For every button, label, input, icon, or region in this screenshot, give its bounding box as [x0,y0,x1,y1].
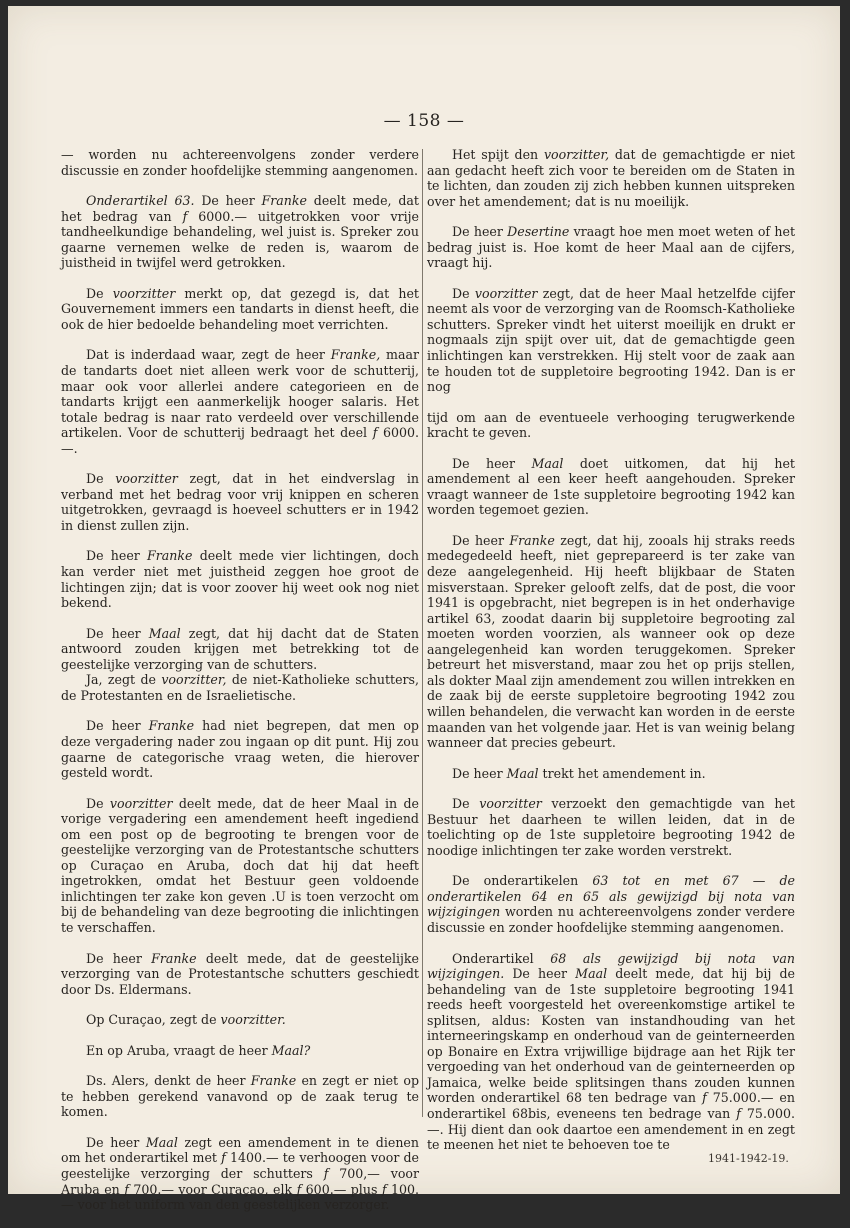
text-segment: deelt mede, dat de geestelijke verzorging van de Protestantsche schutters geschiedt door Ds. Eldermans. [61,950,420,997]
text-segment: De heer [86,718,149,734]
italic-text: Maal [531,455,564,471]
text-segment: Het spijt den [452,147,544,162]
text-segment: De [86,471,116,487]
italic-text: voorzitter [479,796,542,812]
text-segment: deelt mede, dat hij bij de behandeling van de 1ste suppletoire begrooting 1941 reeds heeft voorgesteld het overeenkomstige artikel te splitsen, aldus: Kosten van instandhouding van het interneeringskamp en onderhoud van de geinterneerden op Bonaire en Extra vrijwillige bijdrage aan het Rijk ter vergoeding van het onderhoud van de geinterneerden op Jamaica, welke beide splitsingen thans zouden kunnen worden onderartikel 68 ten bedrage van [427,966,795,1106]
italic-text: Maal [506,765,539,781]
text-segment: Ja, zegt de [86,672,162,688]
text-segment: Dat is inderdaad waar, zegt de heer [86,347,331,363]
text-segment: vraagt hoe men moet weten of het bedrag juist is. Hoe komt de heer Maal aan de cijfers, vraagt hij. [427,224,796,271]
text-segment: dat de gemachtigde er niet aan gedacht heeft zich voor te bereiden om de Staten in te lichten, dan zouden zij zich hebben kunnen uitspreken over het amendement; dat is nu moeilijk. [427,147,795,209]
text-segment: De [86,285,113,301]
text-segment: deelt mede vier lichtingen, doch kan verder niet met juistheid zeggen hoe groot de lichtingen zijn; dat is voor zoover hij weet ook nog niet bekend. [61,548,419,611]
text-segment: maar de tandarts doet niet alleen werk voor de schutterij, maar ook voor allerlei andere categorieen en de tandarts krijgt een aanmerkelijk hooger salaris. Het totale bedrag is naar rato verdeeld over verschillende artikelen. Voor de schutterij bedraagt het deel [61,347,419,441]
paragraph [61,147,419,178]
text-segment: En op Aruba, vraagt de heer [86,1042,272,1058]
text-segment: 75.000.—. Hij dient dan ook daartoe een amendement in en zegt te meenen het niet te behoeven toe te [427,1105,795,1153]
text-segment: De heer [452,455,532,471]
paragraph [61,1012,419,1028]
text-segment: 100.— voor het uniform van den geestelijken verzorger. [61,1181,419,1213]
paragraph [427,456,795,518]
column-divider [422,149,423,1117]
text-segment: De [452,285,475,301]
text-segment: worden nu achtereenvolgens zonder verdere discussie en zonder hoofdelijke stemming aangenomen. [427,904,795,935]
text-segment: De [452,796,480,812]
text-segment: zegt een amendement in te dienen om het onderartikel met [61,1134,419,1166]
page-number: — 158 — [383,111,465,131]
italic-text: Maal [148,625,181,641]
text-segment: De heer [86,548,148,564]
paragraph [427,286,795,395]
text-segment: De heer [86,1134,146,1150]
italic-text: Desertine [507,224,570,240]
paragraph [61,1073,419,1120]
document-page [8,6,840,1213]
paragraph [61,471,419,533]
paragraph [61,672,419,703]
text-segment: zegt, dat in het eindverslag in verband met het bedrag voor vrij knippen en scheren uitgetrokken, gevraagd is hoeveel schutters er in 1942 in dienst zullen zijn. [61,471,419,533]
text-segment: zegt, dat hij dacht dat de Staten antwoord zouden krijgen met betrekking tot de geestelijke verzorging van de schutters. [61,625,419,672]
text-segment: deelt mede, dat het bedrag van [61,193,419,224]
right-column [427,147,795,1168]
italic-text: voorzitter [109,795,173,811]
paragraph [427,410,795,441]
text-segment: trekt het amendement in. [538,765,706,781]
paragraph [61,718,419,780]
italic-text: f [124,1181,129,1197]
paragraph [427,224,795,271]
paragraph [427,951,795,1153]
text-segment: De onderartikelen [452,873,593,889]
paragraph [61,626,419,673]
italic-text: voorzitter [112,285,176,301]
italic-text: voorzitter [115,471,178,487]
text-segment: 6000.—. [61,425,420,456]
paragraph [61,1135,419,1213]
italic-text: f [372,425,378,441]
paragraph [427,873,795,935]
text-segment: Op Curaçao, zegt de [86,1012,221,1028]
text-segment: Ds. Alers, denkt de heer [86,1073,251,1089]
paragraph [427,533,795,751]
text-segment: zegt, dat de heer Maal hetzelfde cijfer neemt als voor de verzorging van de Roomsch-Katholieke schutters. Spreker vindt het uiterst moeilijk en drukt er nogmaals zijn spijt over uit, dat de gemachtigde geen inlichtingen kan verstrekken. Hij stelt voor de zaak aan te houden tot de suppletoire begrooting 1942. Dan is er nog [427,285,795,395]
italic-text: f [381,1181,387,1197]
text-segment: 6000.— uitgetrokken voor vrije tandheelkundige behandeling, wel juist is. Spreker zou gaarne vernemen welke de reden is, waarom de juistheid in twijfel werd getrokken. [61,208,419,271]
footer-reference: 1941-1942-19. [708,1152,789,1165]
italic-text: Maal? [271,1042,311,1058]
text-segment: tijd om aan de eventueele verhooging terugwerkende kracht te geven. [427,409,795,441]
text-segment: 700.— voor Curaçao, elk [128,1181,297,1197]
italic-text: Maal [575,966,608,982]
text-segment: De heer [504,966,576,982]
paragraph [61,548,419,610]
text-segment: zegt, dat hij, zooals hij straks reeds medegedeeld heeft, niet geprepareerd is ter zake van deze aangelegenheid. Hij heeft blijkbaar de Staten misverstaan. Spreker gelooft zelfs, dat de post, die voor 1941 is opgebracht, niet begrepen is in het onderhavige artikel 63, zoodat daarin bij suppletoire begrooting zal moeten worden voorzien, als wanneer ook op deze aangelegenheid kan worden teruggekomen. Spreker betreurt het misverstand, maar zou het op prijs stellen, als dokter Maal zijn amendement zou willen intrekken en de zaak bij de eerste suppletoire begrooting 1942 zou willen behandelen, die verwacht kan worden in de eerste maanden van het volgende jaar. Het is van weinig belang wanneer dat precies gebeurt. [427,532,795,751]
text-segment: en zegt er niet op te hebben gerekend vanavond op de zaak terug te komen. [61,1073,420,1120]
italic-text: voorzitter, [161,672,227,688]
italic-text: f [323,1165,329,1181]
paragraph [427,796,795,858]
italic-text: Franke [148,718,195,734]
text-segment: De heer [452,224,508,240]
text-segment: 600.— plus [301,1181,382,1197]
text-segment: 700,— voor Aruba en [61,1165,419,1197]
paragraph [61,951,419,998]
italic-text: Franke [151,950,197,966]
text-segment: 75.000.— en onderartikel 68bis, eveneens ten bedrage van [427,1090,795,1121]
italic-text: Franke [250,1073,297,1089]
italic-text: f [182,208,188,224]
italic-text: f [221,1150,226,1166]
text-segment: deelt mede, dat de heer Maal in de vorige vergadering een amendement heeft ingediend om een post op de begrooting te brengen voor de geestelijke verzorging van de Protestantsche schutters op Curaçao en Aruba, doch dat hij dat heeft ingetrokken, omdat het Bestuur geen voldoende inlichtingen ter zake kon geven .U is toen verzocht om bij de behandeling van deze begrooting die inlichtingen te verschaffen. [61,795,419,935]
italic-text: Franke, [330,347,381,363]
paragraph [427,147,795,209]
italic-text: f [296,1181,302,1197]
text-segment: Onderartikel [452,950,551,966]
text-segment: De heer [452,765,507,781]
text-segment: verzoekt den gemachtigde van het Bestuur het daarheen te willen leiden, dat in de toelichting op de 1ste suppletoire begrooting 1942 de noodige inlichtingen ter zake worden verstrekt. [427,796,795,858]
text-segment: merkt op, dat gezegd is, dat het Gouvernement immers een tandarts in dienst heeft, die ook de hier bedoelde behandeling moet verrichten. [61,285,419,332]
italic-text: Franke [261,193,307,209]
italic-text: voorzitter [474,285,538,301]
text-segment: De heer [86,625,149,641]
text-segment: — worden nu achtereenvolgens zonder verdere discussie en zonder hoofdelijke stemming aangenomen. [61,147,419,178]
paragraph [427,766,795,782]
text-segment: De heer [452,532,510,548]
italic-text: Onderartikel 63. [86,193,195,209]
italic-text: Franke [509,532,555,548]
text-segment: 1400.— te verhoogen voor de geestelijke verzorging der schutters [61,1150,419,1181]
text-segment: De heer [86,950,152,966]
italic-text: Franke [147,548,193,564]
left-column [61,147,419,1228]
italic-text: 68 als gewijzigd bij nota van wijzigingen. [427,950,796,982]
text-segment: De [86,795,110,811]
paragraph [61,286,419,333]
text-segment: doet uitkomen, dat hij het amendement al een keer heeft aangehouden. Spreker vraagt wanneer de 1ste suppletoire begrooting 1942 kan worden tegemoet gezien. [427,455,795,518]
italic-text: voorzitter. [220,1012,286,1028]
italic-text: voorzitter, [543,147,610,162]
italic-text: f [736,1105,741,1121]
paragraph [61,347,419,456]
text-segment: De heer [194,193,262,209]
text-segment: de niet-Katholieke schutters, de Protestanten en de Israelietische. [61,672,420,703]
italic-text: Maal [145,1134,178,1150]
italic-text: 63 tot en met 67 — de onderartikelen 64 en 65 als gewijzigd bij nota van wijzigingen [427,873,796,920]
paragraph [61,193,419,271]
italic-text: f [702,1090,707,1106]
text-segment: had niet begrepen, dat men op deze vergadering nader zou ingaan op dit punt. Hij zou gaarne de categorische vraag weten, die hierover gesteld wordt. [61,718,419,781]
paragraph [61,1043,419,1059]
paragraph [61,796,419,936]
